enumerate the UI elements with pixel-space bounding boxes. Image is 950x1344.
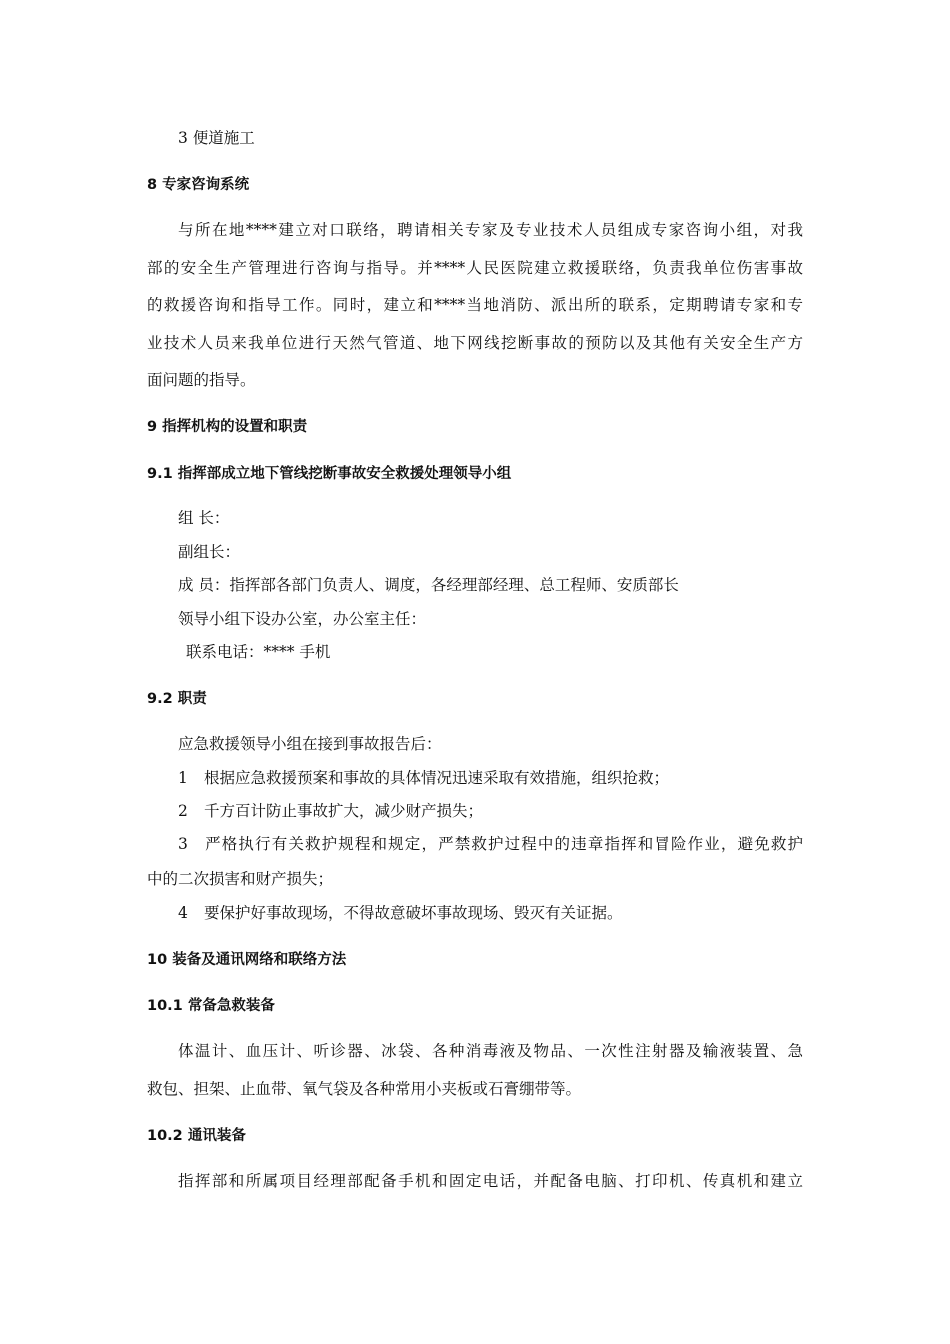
duty-text: 要保护好事故现场，不得故意破坏事故现场、毁灭有关证据。 bbox=[204, 904, 623, 922]
paragraph-line: 的救援咨询和指导工作。同时，建立和****当地消防、派出所的联系，定期聘请专家和专 bbox=[147, 296, 803, 314]
leader-label: 组 长： bbox=[178, 509, 230, 527]
duties-intro: 应急救援领导小组在接到事故报告后： bbox=[178, 735, 442, 753]
duty-text: 严格执行有关救护规程和规定，严禁救护过程中的违章指挥和冒险作业，避免救护 bbox=[204, 835, 803, 853]
list-item-bypass-construction: 3 便道施工 bbox=[178, 129, 255, 147]
duty-number: 2 bbox=[178, 802, 188, 820]
deputy-leader-label: 副组长： bbox=[178, 543, 241, 561]
duty-item-3 bbox=[178, 834, 803, 854]
section-heading-10: 10 装备及通讯网络和联络方法 bbox=[147, 952, 347, 968]
duty-text: 千方百计防止事故扩大，减少财产损失； bbox=[204, 802, 484, 820]
paragraph-line: 指挥部和所属项目经理部配备手机和固定电话，并配备电脑、打印机、传真机和建立 bbox=[178, 1172, 803, 1190]
paragraph-line: 面问题的指导。 bbox=[147, 371, 256, 389]
duty-text: 根据应急救援预案和事故的具体情况迅速采取有效措施，组织抢救； bbox=[204, 769, 670, 787]
duty-number: 1 bbox=[178, 769, 188, 787]
duty-item-1 bbox=[178, 768, 669, 788]
subsection-heading-9-1: 9.1 指挥部成立地下管线挖断事故安全救援处理领导小组 bbox=[147, 466, 512, 482]
duty-number: 4 bbox=[178, 904, 188, 922]
section-heading-8: 8 专家咨询系统 bbox=[147, 177, 250, 193]
subsection-heading-10-1: 10.1 常备急救装备 bbox=[147, 998, 275, 1014]
contact-phone-line: 联系电话：**** 手机 bbox=[186, 643, 331, 661]
duty-number: 3 bbox=[178, 835, 188, 853]
duty-item-2 bbox=[178, 801, 483, 821]
duty-item-4 bbox=[178, 903, 623, 923]
paragraph-line: 救包、担架、止血带、氧气袋及各种常用小夹板或石膏绷带等。 bbox=[147, 1080, 582, 1098]
subsection-heading-10-2: 10.2 通讯装备 bbox=[147, 1128, 246, 1144]
paragraph-line: 体温计、血压计、听诊器、冰袋、各种消毒液及物品、一次性注射器及输液装置、急 bbox=[178, 1042, 803, 1060]
office-line: 领导小组下设办公室，办公室主任： bbox=[178, 610, 427, 628]
paragraph-line: 与所在地****建立对口联络，聘请相关专家及专业技术人员组成专家咨询小组，对我 bbox=[178, 221, 803, 239]
subsection-heading-9-2: 9.2 职责 bbox=[147, 691, 207, 707]
section-heading-9: 9 指挥机构的设置和职责 bbox=[147, 419, 308, 435]
duty-item-3-continued: 中的二次损害和财产损失； bbox=[147, 870, 334, 888]
paragraph-line: 部的安全生产管理进行咨询与指导。并****人民医院建立救援联络，负责我单位伤害事故 bbox=[147, 259, 803, 277]
paragraph-line: 业技术人员来我单位进行天然气管道、地下网线挖断事故的预防以及其他有关安全生产方 bbox=[147, 334, 803, 352]
members-line: 成 员：指挥部各部门负责人、调度，各经理部经理、总工程师、安质部长 bbox=[178, 576, 679, 594]
